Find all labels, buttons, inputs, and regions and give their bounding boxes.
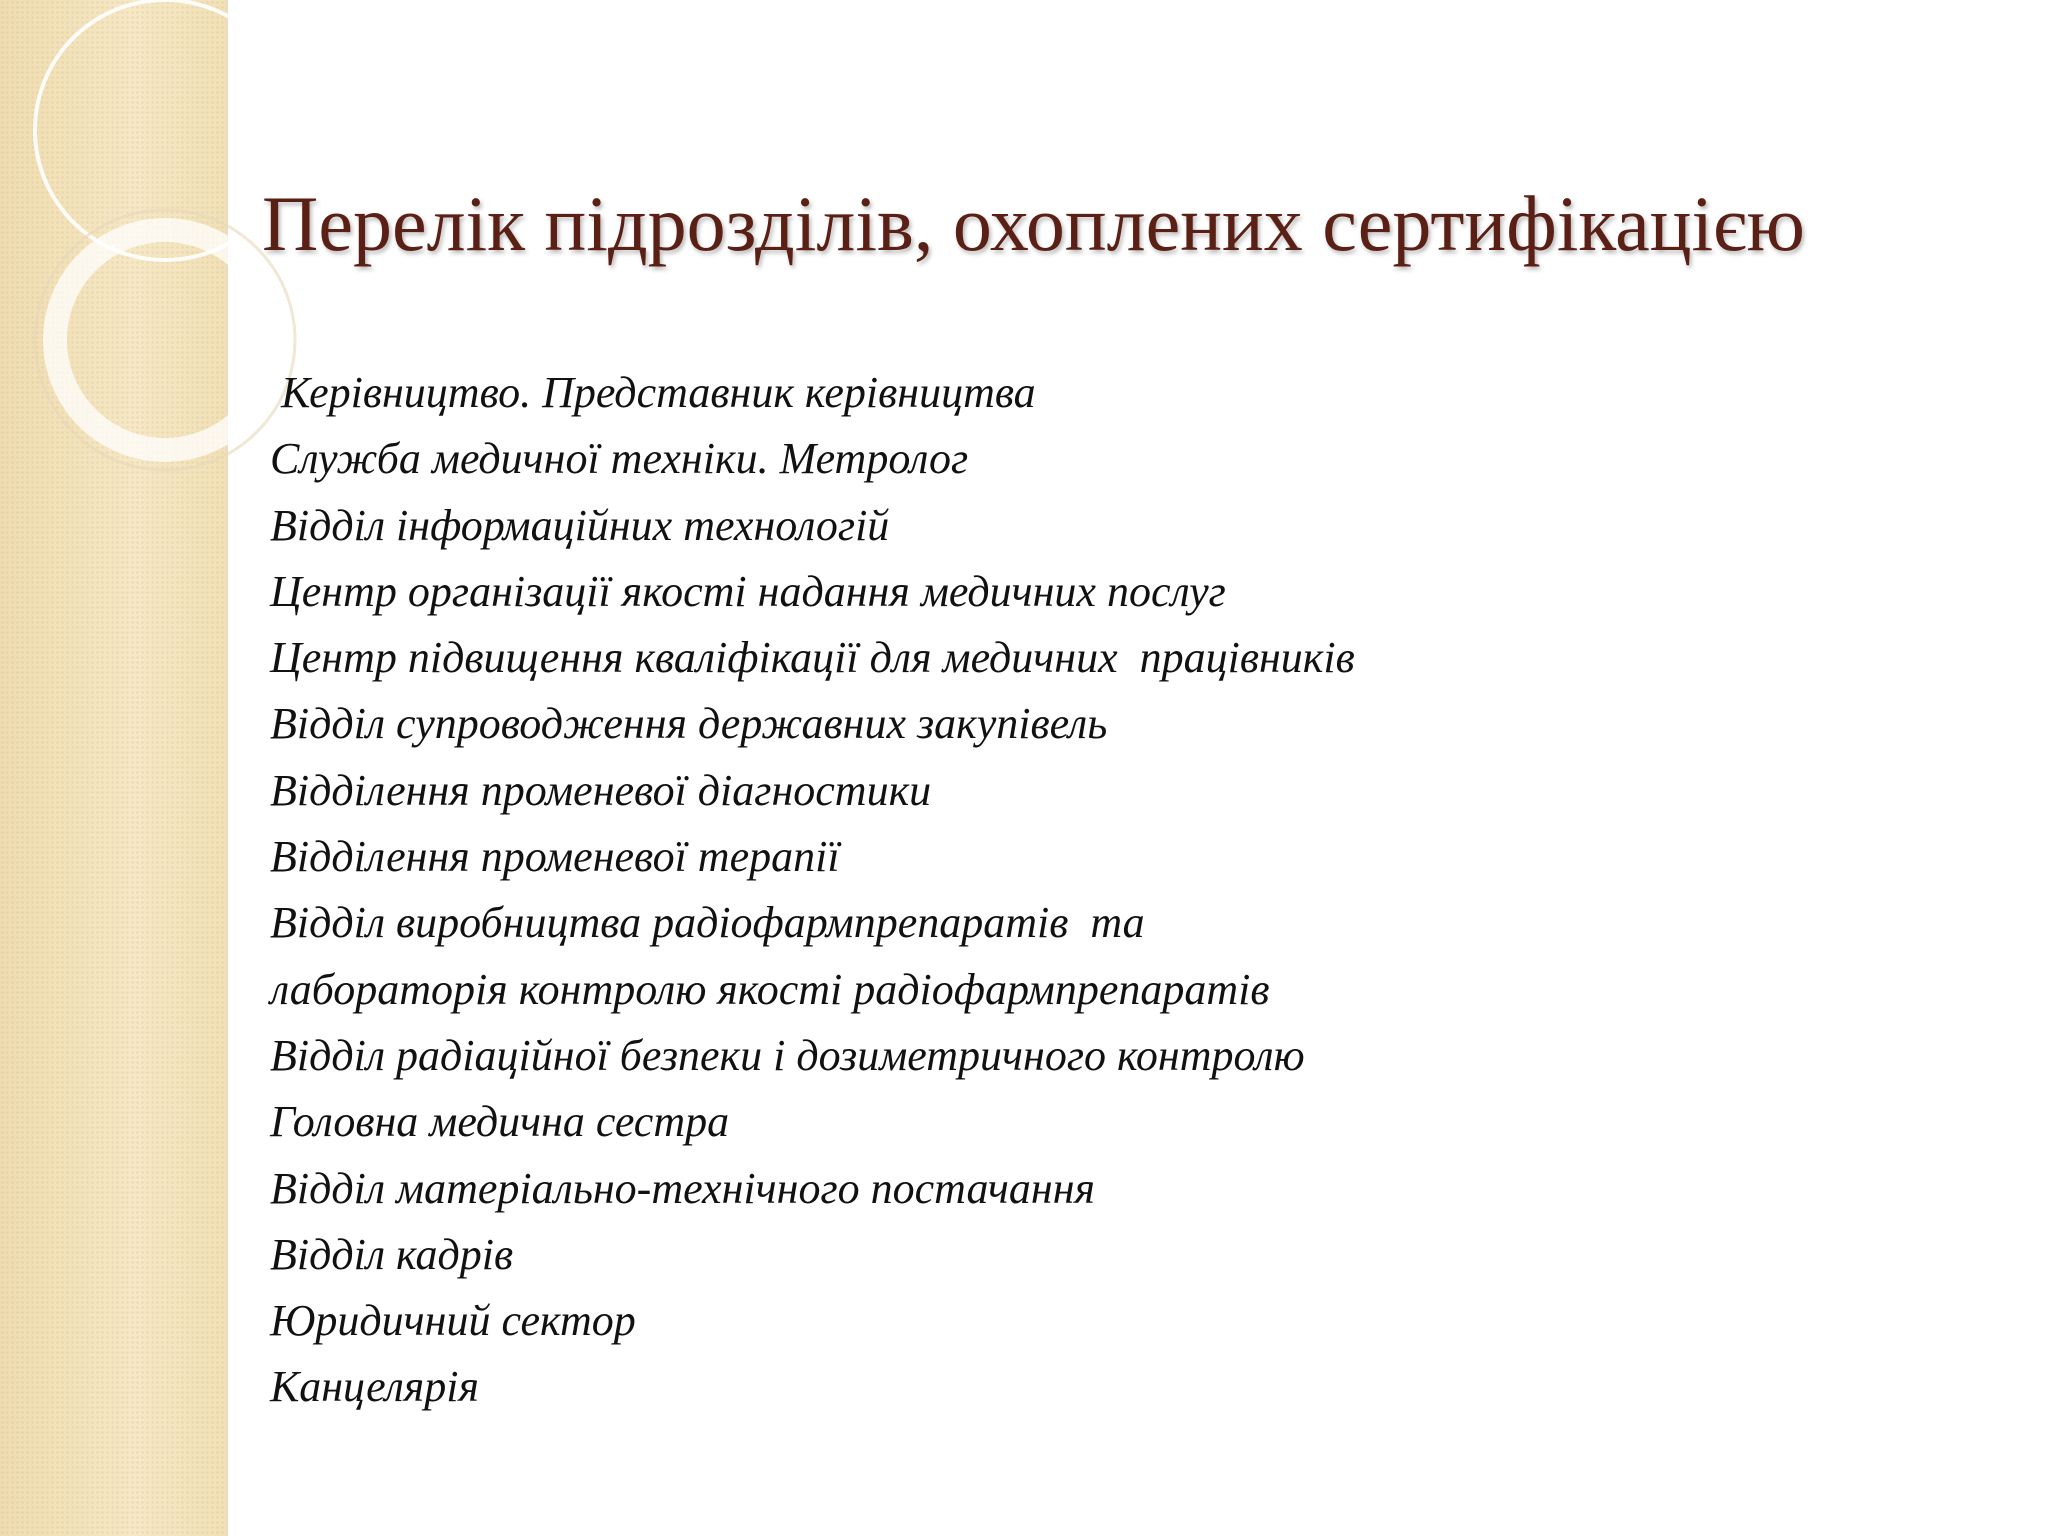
list-item: лабораторія контролю якості радіофармпрепаратів — [270, 964, 1270, 1014]
list-item: Керівництво. Представник керівництва — [270, 368, 1036, 417]
list-item: Відділ матеріально-технічного постачання — [270, 1163, 1095, 1213]
ring-thin — [35, 210, 295, 470]
list-item: Юридичний сектор — [270, 1296, 636, 1346]
list-item: Відділення променевої діагностики — [270, 765, 932, 815]
department-list — [270, 360, 1355, 1421]
list-item: Відділення променевої терапії — [270, 832, 840, 882]
list-item: Відділ кадрів — [270, 1229, 514, 1279]
slide-title: Перелік підрозділів, охоплених сертифікацією — [262, 180, 1805, 267]
ring-thick — [55, 230, 275, 450]
list-item: Центр підвищення кваліфікації для медичних працівників — [270, 633, 1355, 683]
list-item: Канцелярія — [270, 1362, 479, 1412]
list-item: Служба медичної техніки. Метролог — [270, 434, 969, 484]
list-item: Головна медична сестра — [270, 1097, 730, 1147]
list-item: Відділ радіаційної безпеки і дозиметричного контролю — [270, 1030, 1305, 1080]
list-item: Відділ супроводження державних закупівель — [270, 699, 1108, 749]
list-item: Відділ виробництва радіофармпрепаратів та — [270, 898, 1145, 948]
decorative-rings — [0, 0, 300, 520]
list-item: Центр організації якості надання медичних послуг — [270, 566, 1226, 616]
list-item: Відділ інформаційних технологій — [270, 500, 890, 550]
